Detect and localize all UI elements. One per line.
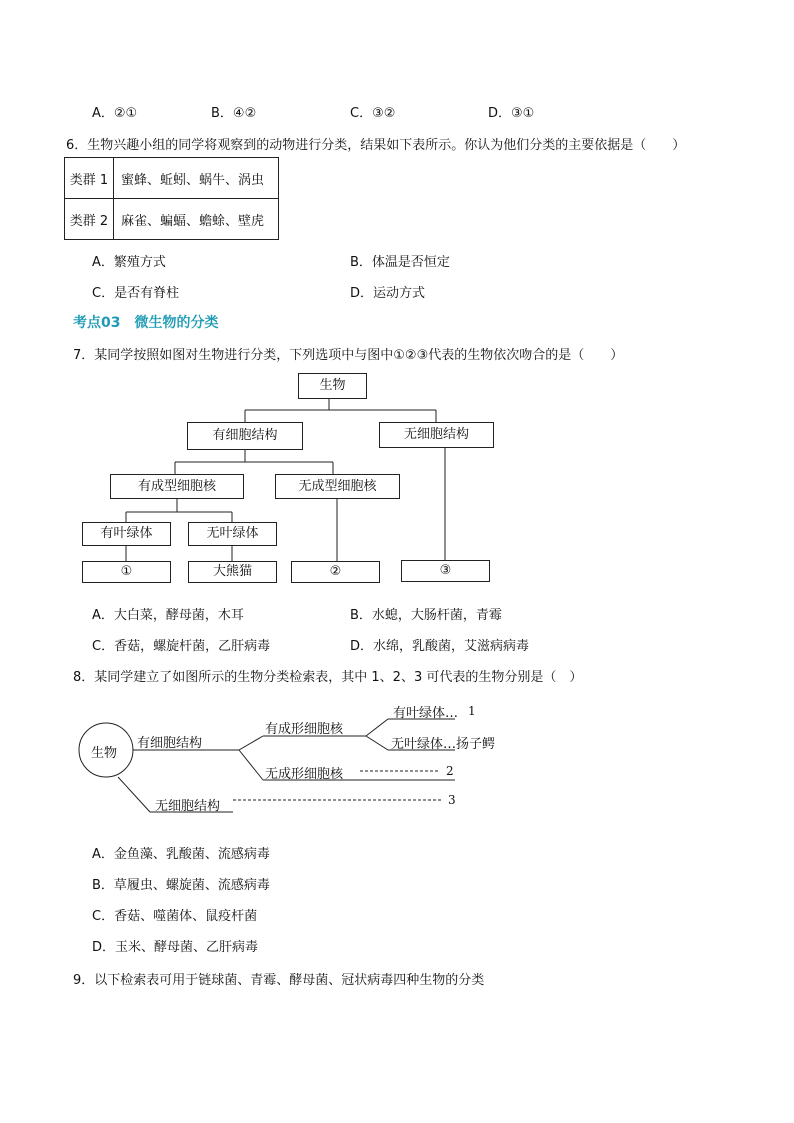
q5-option-d: D．③① [488, 106, 535, 121]
table-group-cell: 类群 2 [65, 199, 114, 240]
q6-option-d: D．运动方式 [350, 286, 426, 301]
q6-option-b: B．体温是否恒定 [350, 255, 450, 270]
q6-option-a: A．繁殖方式 [92, 255, 166, 270]
q8-option-c: C．香菇、噬菌体、鼠疫杆菌 [92, 909, 258, 924]
q7-stem: 7．某同学按照如图对生物进行分类，下列选项中与图中①②③代表的生物依次吻合的是（ ） [73, 348, 624, 363]
q7-option-d: D．水绵，乳酸菌，艾滋病病毒 [350, 639, 530, 654]
q7-option-a: A．大白菜，酵母菌，木耳 [92, 608, 244, 623]
tree-node-cellular: 有细胞结构 [187, 422, 303, 450]
q8-option-a: A．金鱼藻、乳酸菌、流感病毒 [92, 847, 270, 862]
tree-leaf-panda: 大熊猫 [188, 561, 277, 583]
key-number-3: 3 [448, 793, 456, 807]
key-no-nucleus: 无成形细胞核 [265, 767, 344, 782]
q5-option-c: C．③② [350, 106, 396, 121]
tree-node-chloroplast: 有叶绿体 [82, 522, 171, 546]
q7-option-b: B．水螅，大肠杆菌，青霉 [350, 608, 502, 623]
key-cellular: 有细胞结构 [137, 736, 203, 751]
table-members-cell: 麻雀、蝙蝠、蟾蜍、壁虎 [114, 199, 279, 240]
tree-node-no-nucleus: 无成型细胞核 [275, 474, 400, 499]
section-title: 考点03 微生物的分类 [73, 315, 219, 331]
q5-option-a: A．②① [92, 106, 138, 121]
key-number-1: 1 [468, 704, 476, 718]
tree-node-root: 生物 [298, 373, 367, 399]
key-no-chloroplast: 无叶绿体…扬子鳄 [391, 737, 496, 752]
q8-stem: 8．某同学建立了如图所示的生物分类检索表，其中 1、2、3 可代表的生物分别是（ ） [73, 670, 583, 685]
tree-leaf-1: ① [82, 561, 171, 583]
q7-option-c: C．香菇，螺旋杆菌，乙肝病毒 [92, 639, 271, 654]
tree-leaf-2: ② [291, 561, 380, 583]
q5-option-b: B．④② [211, 106, 257, 121]
tree-leaf-3: ③ [401, 560, 490, 582]
table-group-cell: 类群 1 [65, 158, 114, 199]
q9-stem: 9．以下检索表可用于链球菌、青霉、酵母菌、冠状病毒四种生物的分类 [73, 973, 485, 988]
tree-node-nucleus: 有成型细胞核 [110, 474, 244, 499]
q8-option-d: D．玉米、酵母菌、乙肝病毒 [92, 940, 259, 955]
q6-option-c: C．是否有脊柱 [92, 286, 180, 301]
key-number-2: 2 [446, 764, 454, 778]
key-chloroplast: 有叶绿体… [393, 706, 459, 721]
key-root: 生物 [91, 746, 118, 761]
q6-stem: 6．生物兴趣小组的同学将观察到的动物进行分类，结果如下表所示。你认为他们分类的主要依据是（ ） [66, 138, 686, 153]
table-members-cell: 蜜蜂、蚯蚓、蜗牛、涡虫 [114, 158, 279, 199]
tree-node-noncellular: 无细胞结构 [379, 422, 494, 448]
q8-option-b: B．草履虫、螺旋菌、流感病毒 [92, 878, 270, 893]
key-nucleus: 有成形细胞核 [265, 722, 344, 737]
key-noncellular: 无细胞结构 [155, 799, 221, 814]
tree-node-no-chloroplast: 无叶绿体 [188, 522, 277, 546]
